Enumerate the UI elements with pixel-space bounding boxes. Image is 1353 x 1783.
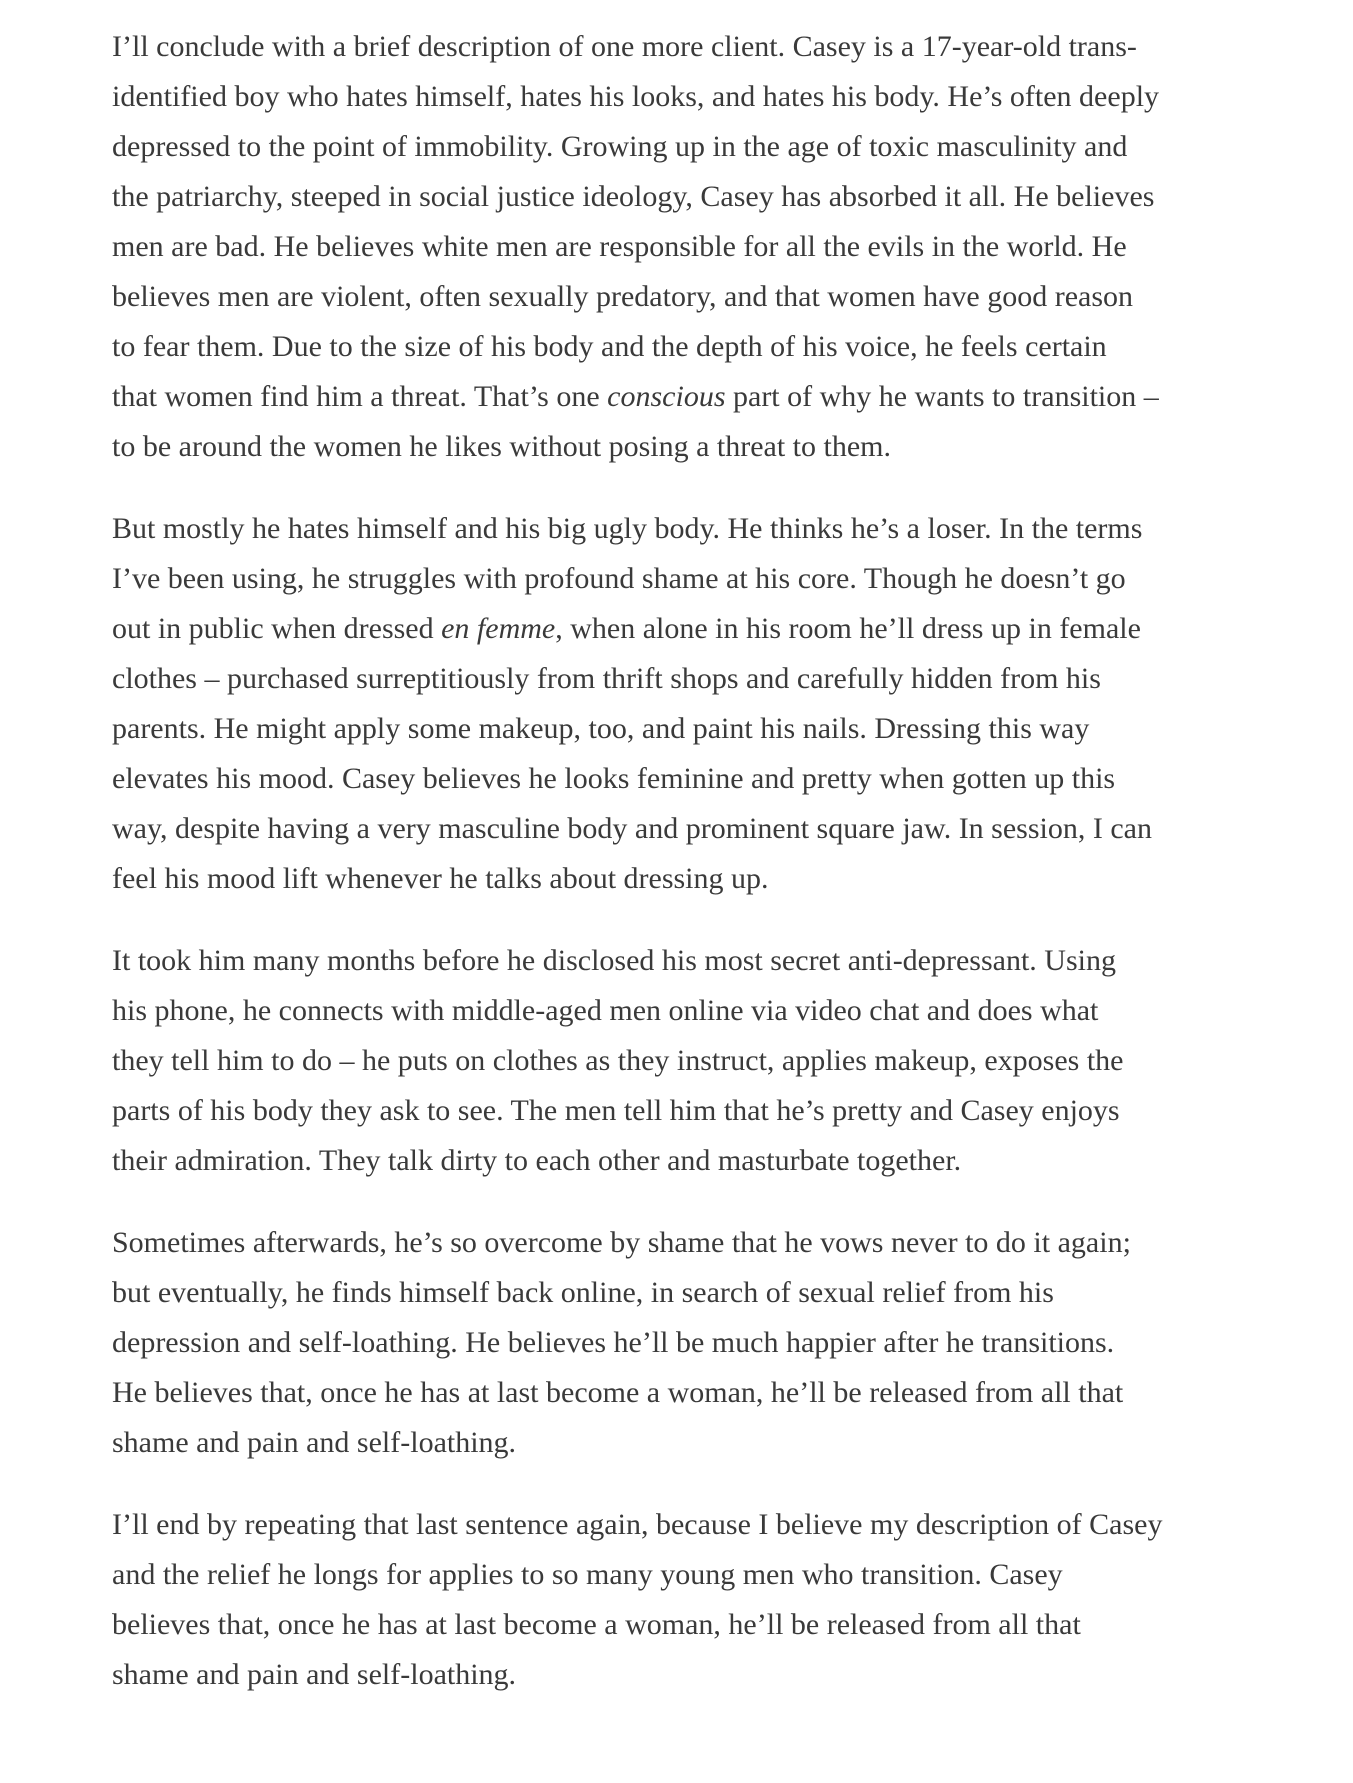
paragraph-4	[112, 1218, 1312, 1468]
text-line: He believes that, once he has at last become a woman, he’ll be released from all that	[112, 1376, 1124, 1409]
text-line: believes men are violent, often sexually predatory, and that women have good reason	[112, 280, 1134, 313]
text-run: , when alone in his room he’ll dress up in female	[555, 612, 1141, 645]
text-line: and the relief he longs for applies to so many young men who transition. Casey	[112, 1558, 1063, 1591]
text-run: part of why he wants to transition –	[725, 380, 1159, 413]
text-line: way, despite having a very masculine body and prominent square jaw. In session, I can	[112, 812, 1152, 845]
text-line: I’ve been using, he struggles with profound shame at his core. Though he doesn’t go	[112, 562, 1126, 595]
text-line: shame and pain and self-loathing.	[112, 1658, 517, 1691]
text-line: believes that, once he has at last become a woman, he’ll be released from all that	[112, 1608, 1081, 1641]
text-line: parents. He might apply some makeup, too, and paint his nails. Dressing this way	[112, 712, 1090, 745]
text-line: shame and pain and self-loathing.	[112, 1426, 517, 1459]
emphasis-conscious: conscious	[607, 380, 726, 413]
paragraph-1	[112, 22, 1312, 472]
text-line: their admiration. They talk dirty to each other and masturbate together.	[112, 1144, 962, 1177]
text-line: elevates his mood. Casey believes he looks feminine and pretty when gotten up this	[112, 762, 1116, 795]
text-line: depression and self-loathing. He believes he’ll be much happier after he transitions.	[112, 1326, 1115, 1359]
text-line: to be around the women he likes without posing a threat to them.	[112, 430, 892, 463]
emphasis-en-femme: en femme	[441, 612, 556, 645]
text-line: parts of his body they ask to see. The men tell him that he’s pretty and Casey enjoys	[112, 1094, 1120, 1127]
text-run: out in public when dressed	[112, 612, 442, 645]
text-line: clothes – purchased surreptitiously from thrift shops and carefully hidden from his	[112, 662, 1101, 695]
paragraph-5	[112, 1500, 1312, 1700]
text-line: It took him many months before he disclosed his most secret anti-depressant. Using	[112, 944, 1116, 977]
text-line: men are bad. He believes white men are responsible for all the evils in the world. He	[112, 230, 1127, 263]
text-line: they tell him to do – he puts on clothes as they instruct, applies makeup, exposes the	[112, 1044, 1124, 1077]
text-line: depressed to the point of immobility. Growing up in the age of toxic masculinity and	[112, 130, 1128, 163]
paragraph-2	[112, 504, 1312, 904]
text-line: his phone, he connects with middle-aged men online via video chat and does what	[112, 994, 1099, 1027]
text-line	[112, 604, 1312, 654]
article-body	[112, 22, 1312, 1732]
text-line: identified boy who hates himself, hates his looks, and hates his body. He’s often deeply	[112, 80, 1160, 113]
text-line: to fear them. Due to the size of his body and the depth of his voice, he feels certain	[112, 330, 1107, 363]
text-line	[112, 372, 1312, 422]
text-line: I’ll conclude with a brief description of one more client. Casey is a 17-year-old trans-	[112, 30, 1137, 63]
text-line: I’ll end by repeating that last sentence again, because I believe my description of Casey	[112, 1508, 1163, 1541]
text-line: But mostly he hates himself and his big ugly body. He thinks he’s a loser. In the terms	[112, 512, 1143, 545]
paragraph-3	[112, 936, 1312, 1186]
text-line: the patriarchy, steeped in social justice ideology, Casey has absorbed it all. He believes	[112, 180, 1155, 213]
text-line: Sometimes afterwards, he’s so overcome by shame that he vows never to do it again;	[112, 1226, 1131, 1259]
text-line: but eventually, he finds himself back online, in search of sexual relief from his	[112, 1276, 1054, 1309]
text-line: feel his mood lift whenever he talks about dressing up.	[112, 862, 769, 895]
text-run: that women find him a threat. That’s one	[112, 380, 608, 413]
